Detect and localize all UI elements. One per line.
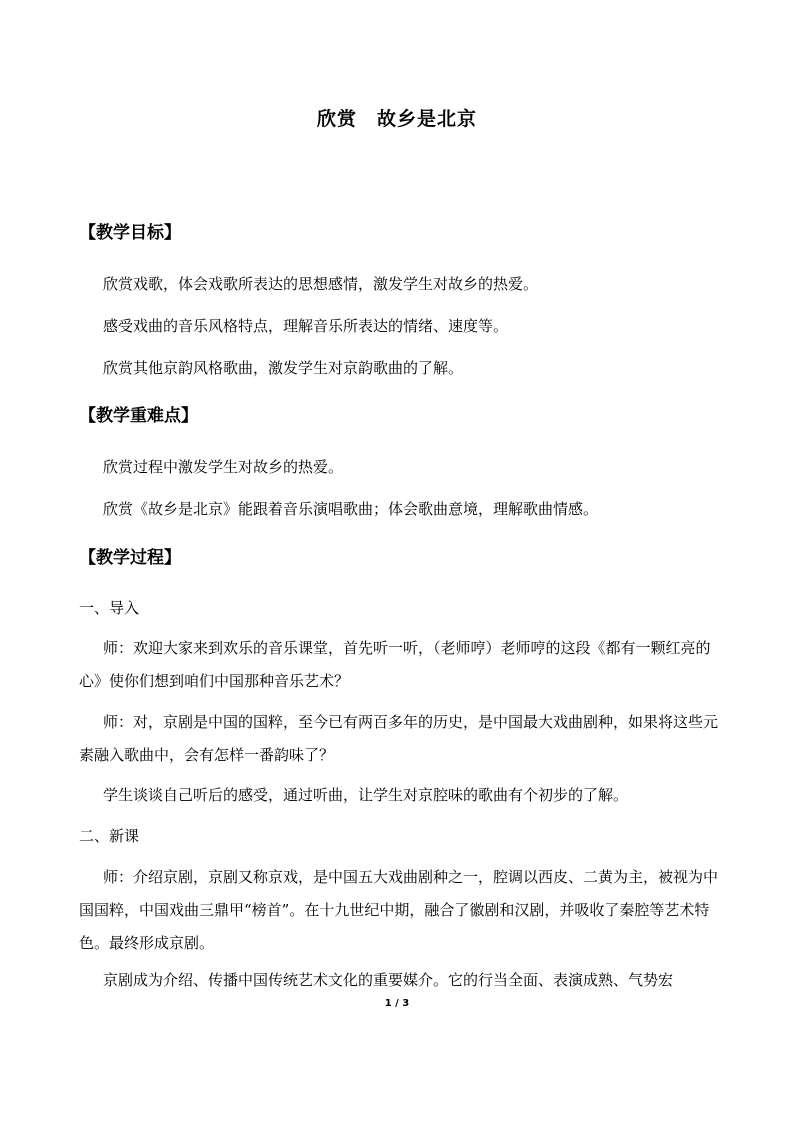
intro-paragraph-1: 师：欢迎大家来到欢乐的音乐课堂，首先听一听，（老师哼）老师哼的这段《都有一颗红亮的心》使你们想到咱们中国那种音乐艺术？ <box>79 639 711 690</box>
new-lesson-paragraph-1: 师：介绍京剧，京剧又称京戏，是中国五大戏曲剧种之一，腔调以西皮、二黄为主，被视为中国国粹，中国戏曲三鼎甲“榜首”。在十九世纪中期，融合了徽剧和汉剧，并吸收了秦腔等艺术特色。最终形成京剧。 <box>79 868 719 952</box>
goal-paragraph-1: 欣赏戏歌，体会戏歌所表达的思想感情，激发学生对故乡的热爱。 <box>103 275 539 293</box>
key-point-paragraph-2: 欣赏《故乡是北京》能跟着音乐演唱歌曲；体会歌曲意境，理解歌曲情感。 <box>103 500 599 518</box>
heading-teaching-process: 【教学过程】 <box>79 548 181 568</box>
goal-paragraph-3: 欣赏其他京韵风格歌曲，激发学生对京韵歌曲的了解。 <box>103 359 464 377</box>
new-lesson-paragraph-2: 京剧成为介绍、传播中国传统艺术文化的重要媒介。它的行当全面、表演成熟、气势宏 <box>103 971 674 989</box>
intro-paragraph-3: 学生谈谈自己听后的感受，通过听曲，让学生对京腔味的歌曲有个初步的了解。 <box>103 786 629 804</box>
heading-teaching-goals: 【教学目标】 <box>79 223 181 243</box>
key-point-paragraph-1: 欣赏过程中激发学生对故乡的热爱。 <box>103 458 344 476</box>
intro-paragraph-2: 师：对，京剧是中国的国粹，至今已有两百多年的历史，是中国最大戏曲剧种，如果将这些元素融入歌曲中，会有怎样一番韵味了？ <box>79 713 719 764</box>
document-title: 欣赏 故乡是北京 <box>316 108 477 130</box>
heading-key-points: 【教学重难点】 <box>79 406 198 426</box>
section-heading-new-lesson: 二、新课 <box>79 827 140 845</box>
section-heading-intro: 一、导入 <box>79 599 140 617</box>
page-number: 1 / 3 <box>384 998 410 1009</box>
goal-paragraph-2: 感受戏曲的音乐风格特点，理解音乐所表达的情绪、速度等。 <box>103 317 509 335</box>
